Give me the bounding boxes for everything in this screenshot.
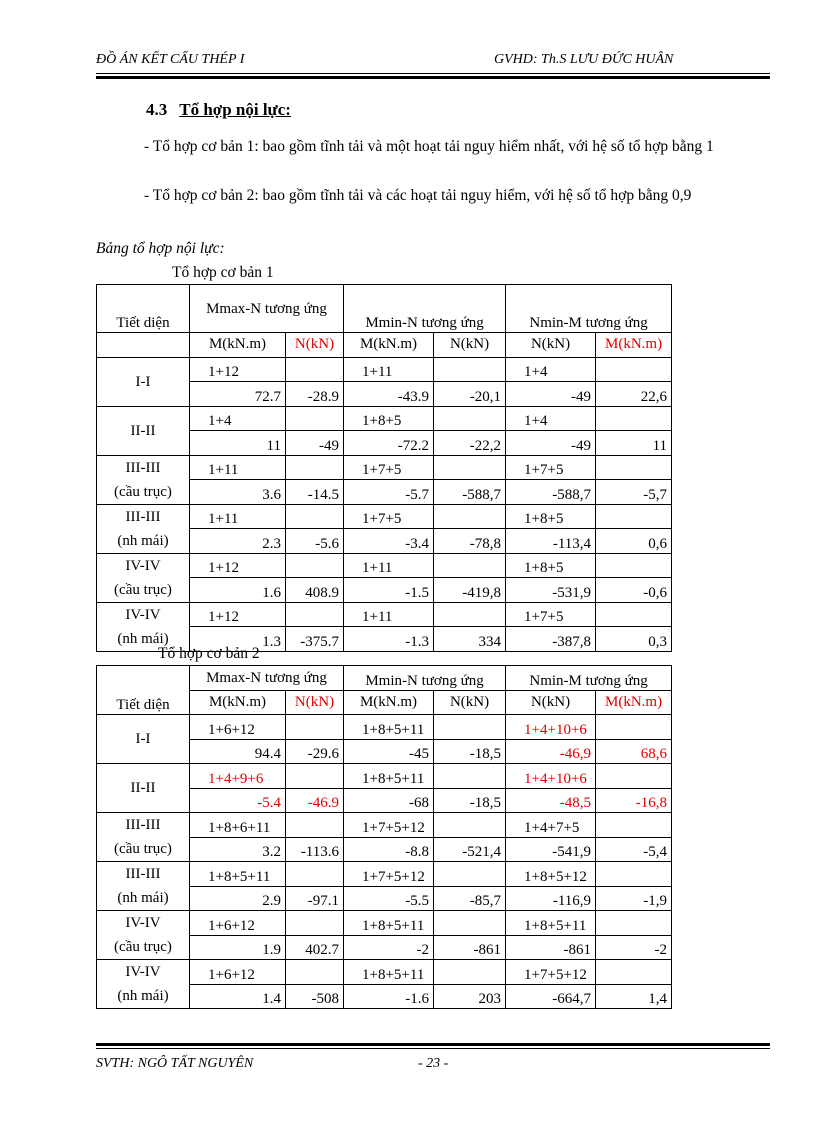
combo-label: 1+4 (506, 406, 596, 431)
value-cell: -16,8 (596, 788, 672, 813)
section-sublabel: (nh mái) (117, 890, 169, 906)
value-cell: -861 (434, 935, 506, 960)
header-rule-thick (96, 76, 770, 79)
empty-cell (434, 813, 506, 838)
empty-cell (286, 764, 344, 789)
value-cell: -49 (506, 382, 596, 407)
section-sublabel: (cầu trục) (114, 581, 172, 598)
row-section-cell (97, 357, 190, 406)
row-section-cell (97, 553, 190, 602)
value-cell: -2 (596, 935, 672, 960)
combo-label: 1+4 (190, 406, 286, 431)
combo-label: 1+7+5+12 (344, 862, 434, 887)
value-cell: -5,4 (596, 837, 672, 862)
combo-label: 1+7+5 (506, 602, 596, 627)
col-subheader: N(kN) (434, 333, 506, 358)
col-header-empty (97, 333, 190, 358)
value-cell: -861 (506, 935, 596, 960)
combo-label: 1+12 (190, 357, 286, 382)
value-cell: -531,9 (506, 578, 596, 603)
page-number: - 23 - (418, 1056, 449, 1071)
value-cell: 1.4 (190, 984, 286, 1009)
section-label: IV-IV (125, 606, 161, 623)
section-label: IV-IV (125, 915, 161, 931)
value-cell: 408.9 (286, 578, 344, 603)
row-section-cell (97, 911, 190, 960)
value-cell: -1.3 (344, 627, 434, 652)
value-cell: -45 (344, 739, 434, 764)
value-cell: -5.6 (286, 529, 344, 554)
value-cell: -541,9 (506, 837, 596, 862)
value-cell: -49 (506, 431, 596, 456)
value-cell: -43.9 (344, 382, 434, 407)
value-cell: -1,9 (596, 886, 672, 911)
value-cell: 72.7 (190, 382, 286, 407)
value-cell: 0,3 (596, 627, 672, 652)
empty-cell (286, 455, 344, 480)
empty-cell (286, 553, 344, 578)
combo-label: 1+4+10+6 (506, 715, 596, 740)
empty-cell (286, 715, 344, 740)
section-label: IV-IV (125, 964, 161, 980)
combo-label: 1+8+5+11 (190, 862, 286, 887)
empty-cell (596, 960, 672, 985)
row-section-cell (97, 504, 190, 553)
row-section-cell (97, 764, 190, 813)
value-cell: -508 (286, 984, 344, 1009)
col-header-mmin: Mmin-N tương ứng (344, 285, 506, 333)
combo-label: 1+7+5 (344, 504, 434, 529)
combo-label: 1+6+12 (190, 960, 286, 985)
table-caption: Bảng tổ hợp nội lực: (96, 240, 225, 257)
col-subheader: M(kN.m) (596, 333, 672, 358)
empty-cell (596, 764, 672, 789)
empty-cell (596, 553, 672, 578)
value-cell: 3.6 (190, 480, 286, 505)
combo-label: 1+6+12 (190, 715, 286, 740)
empty-cell (434, 960, 506, 985)
value-cell: -68 (344, 788, 434, 813)
combo-label: 1+7+5+12 (506, 960, 596, 985)
value-cell: -28.9 (286, 382, 344, 407)
footer-rule-thick (96, 1043, 770, 1046)
value-cell: -8.8 (344, 837, 434, 862)
col-subheader: M(kN.m) (596, 690, 672, 715)
row-section-cell (97, 813, 190, 862)
value-cell: 68,6 (596, 739, 672, 764)
col-subheader: M(kN.m) (344, 333, 434, 358)
value-cell: 1.3 (190, 627, 286, 652)
combo-label: 1+4+7+5 (506, 813, 596, 838)
table1-caption: Tổ hợp cơ bản 1 (172, 264, 274, 281)
empty-cell (596, 813, 672, 838)
row-section-cell (97, 455, 190, 504)
empty-cell (434, 553, 506, 578)
value-cell: 402.7 (286, 935, 344, 960)
section-sublabel: (nh mái) (117, 630, 169, 647)
empty-cell (596, 504, 672, 529)
value-cell: -387,8 (506, 627, 596, 652)
value-cell: -49 (286, 431, 344, 456)
header-rule-thin (96, 73, 770, 74)
empty-cell (434, 911, 506, 936)
section-sublabel: (nh mái) (117, 532, 169, 549)
value-cell: 334 (434, 627, 506, 652)
paragraph-1-text: - Tổ hợp cơ bản 1: bao gồm tĩnh tải và một hoạt tải nguy hiểm nhất, với hệ số tổ hợp bằng 1 (144, 138, 714, 155)
value-cell: -419,8 (434, 578, 506, 603)
combo-label: 1+11 (344, 553, 434, 578)
value-cell: -588,7 (506, 480, 596, 505)
empty-cell (434, 504, 506, 529)
section-sublabel: (nh mái) (117, 988, 169, 1004)
combo-label: 1+8+6+11 (190, 813, 286, 838)
paragraph-1 (96, 134, 758, 159)
value-cell: -78,8 (434, 529, 506, 554)
section-label: II-II (130, 422, 156, 439)
value-cell: -113,4 (506, 529, 596, 554)
value-cell: -22,2 (434, 431, 506, 456)
row-section-cell (97, 715, 190, 764)
empty-cell (596, 357, 672, 382)
combo-label: 1+7+5 (344, 455, 434, 480)
empty-cell (596, 455, 672, 480)
value-cell: 11 (596, 431, 672, 456)
empty-cell (286, 357, 344, 382)
value-cell: 11 (190, 431, 286, 456)
empty-cell (286, 602, 344, 627)
value-cell: -375.7 (286, 627, 344, 652)
col-subheader: N(kN) (286, 690, 344, 715)
section-label: III-III (125, 866, 161, 882)
value-cell: 2.3 (190, 529, 286, 554)
section-title: Tổ hợp nội lực: (179, 100, 291, 119)
empty-cell (286, 504, 344, 529)
paragraph-2-text: - Tổ hợp cơ bản 2: bao gồm tĩnh tải và các hoạt tải nguy hiểm, với hệ số tổ hợp bằng 0,9 (144, 187, 692, 204)
col-subheader: N(kN) (434, 690, 506, 715)
col-subheader: N(kN) (506, 333, 596, 358)
value-cell: -29.6 (286, 739, 344, 764)
combo-label: 1+8+5+11 (344, 960, 434, 985)
section-sublabel: (cầu trục) (114, 939, 172, 955)
section-sublabel: (cầu trục) (114, 841, 172, 857)
value-cell: -18,5 (434, 788, 506, 813)
empty-cell (434, 602, 506, 627)
combo-label: 1+11 (344, 602, 434, 627)
header-left: ĐỒ ÁN KẾT CẤU THÉP I (96, 52, 245, 67)
empty-cell (596, 862, 672, 887)
table2 (96, 665, 672, 1009)
value-cell: -5.5 (344, 886, 434, 911)
combo-label: 1+8+5 (506, 504, 596, 529)
combo-label: 1+12 (190, 553, 286, 578)
value-cell: -521,4 (434, 837, 506, 862)
header-right: GVHD: Th.S LƯU ĐỨC HUÂN (494, 52, 674, 67)
table1 (96, 284, 672, 652)
empty-cell (434, 406, 506, 431)
value-cell: -3.4 (344, 529, 434, 554)
value-cell: -5,7 (596, 480, 672, 505)
combo-label: 1+7+5 (506, 455, 596, 480)
section-label: III-III (125, 459, 161, 476)
value-cell: -85,7 (434, 886, 506, 911)
value-cell: 1,4 (596, 984, 672, 1009)
section-label: III-III (125, 508, 161, 525)
col-subheader: N(kN) (286, 333, 344, 358)
section-number: 4.3 (146, 100, 168, 119)
combo-label: 1+8+5+12 (506, 862, 596, 887)
combo-label: 1+4+9+6 (190, 764, 286, 789)
footer-rule-thin (96, 1048, 770, 1049)
value-cell: -5.7 (344, 480, 434, 505)
value-cell: 22,6 (596, 382, 672, 407)
footer-author: SVTH: NGÔ TẤT NGUYÊN (96, 1056, 254, 1071)
col-header-mmin: Mmin-N tương ứng (344, 666, 506, 691)
combo-label: 1+12 (190, 602, 286, 627)
col-subheader: N(kN) (506, 690, 596, 715)
value-cell: -97.1 (286, 886, 344, 911)
col-subheader: M(kN.m) (344, 690, 434, 715)
section-label: II-II (130, 780, 156, 796)
combo-label: 1+8+5 (506, 553, 596, 578)
col-subheader: M(kN.m) (190, 690, 286, 715)
combo-label: 1+8+5 (344, 406, 434, 431)
row-section-cell (97, 406, 190, 455)
combo-label: 1+8+5+11 (344, 911, 434, 936)
combo-label: 1+4+10+6 (506, 764, 596, 789)
value-cell: -1.6 (344, 984, 434, 1009)
value-cell: -72.2 (344, 431, 434, 456)
empty-cell (286, 813, 344, 838)
value-cell: -46,9 (506, 739, 596, 764)
value-cell: -113.6 (286, 837, 344, 862)
value-cell: -5.4 (190, 788, 286, 813)
value-cell: -0,6 (596, 578, 672, 603)
combo-label: 1+11 (190, 504, 286, 529)
empty-cell (434, 862, 506, 887)
col-header-nmin: Nmin-M tương ứng (506, 285, 672, 333)
combo-label: 1+7+5+12 (344, 813, 434, 838)
value-cell: 94.4 (190, 739, 286, 764)
section-heading (146, 100, 291, 120)
empty-cell (596, 406, 672, 431)
value-cell: -1.5 (344, 578, 434, 603)
paragraph-2 (96, 183, 758, 208)
value-cell: 3.2 (190, 837, 286, 862)
col-header-section: Tiết diện (97, 666, 190, 715)
empty-cell (286, 911, 344, 936)
row-section-cell (97, 862, 190, 911)
col-header-section: Tiết diện (97, 285, 190, 333)
empty-cell (286, 960, 344, 985)
section-sublabel: (cầu trục) (114, 483, 172, 500)
section-label: IV-IV (125, 557, 161, 574)
combo-label: 1+8+5+11 (344, 764, 434, 789)
value-cell: 1.6 (190, 578, 286, 603)
empty-cell (596, 602, 672, 627)
value-cell: -588,7 (434, 480, 506, 505)
value-cell: 2.9 (190, 886, 286, 911)
row-section-cell (97, 960, 190, 1009)
section-label: I-I (135, 373, 151, 390)
empty-cell (596, 715, 672, 740)
empty-cell (434, 357, 506, 382)
empty-cell (434, 455, 506, 480)
combo-label: 1+11 (190, 455, 286, 480)
value-cell: -48,5 (506, 788, 596, 813)
value-cell: 1.9 (190, 935, 286, 960)
col-header-mmax: Mmax-N tương ứng (190, 666, 344, 691)
value-cell: 0,6 (596, 529, 672, 554)
empty-cell (596, 911, 672, 936)
empty-cell (434, 715, 506, 740)
combo-label: 1+11 (344, 357, 434, 382)
value-cell: -664,7 (506, 984, 596, 1009)
combo-label: 1+8+5+11 (506, 911, 596, 936)
col-header-mmax: Mmax-N tương ứng (190, 285, 344, 333)
section-label: III-III (125, 817, 161, 833)
combo-label: 1+8+5+11 (344, 715, 434, 740)
row-section-cell (97, 602, 190, 651)
value-cell: -14.5 (286, 480, 344, 505)
value-cell: -18,5 (434, 739, 506, 764)
empty-cell (286, 862, 344, 887)
col-header-nmin: Nmin-M tương ứng (506, 666, 672, 691)
empty-cell (286, 406, 344, 431)
empty-cell (434, 764, 506, 789)
value-cell: -116,9 (506, 886, 596, 911)
combo-label: 1+6+12 (190, 911, 286, 936)
table2-caption: Tổ hợp cơ bản 2 (158, 645, 260, 662)
value-cell: 203 (434, 984, 506, 1009)
value-cell: -2 (344, 935, 434, 960)
value-cell: -20,1 (434, 382, 506, 407)
section-label: I-I (135, 731, 151, 747)
col-subheader: M(kN.m) (190, 333, 286, 358)
combo-label: 1+4 (506, 357, 596, 382)
value-cell: -46.9 (286, 788, 344, 813)
